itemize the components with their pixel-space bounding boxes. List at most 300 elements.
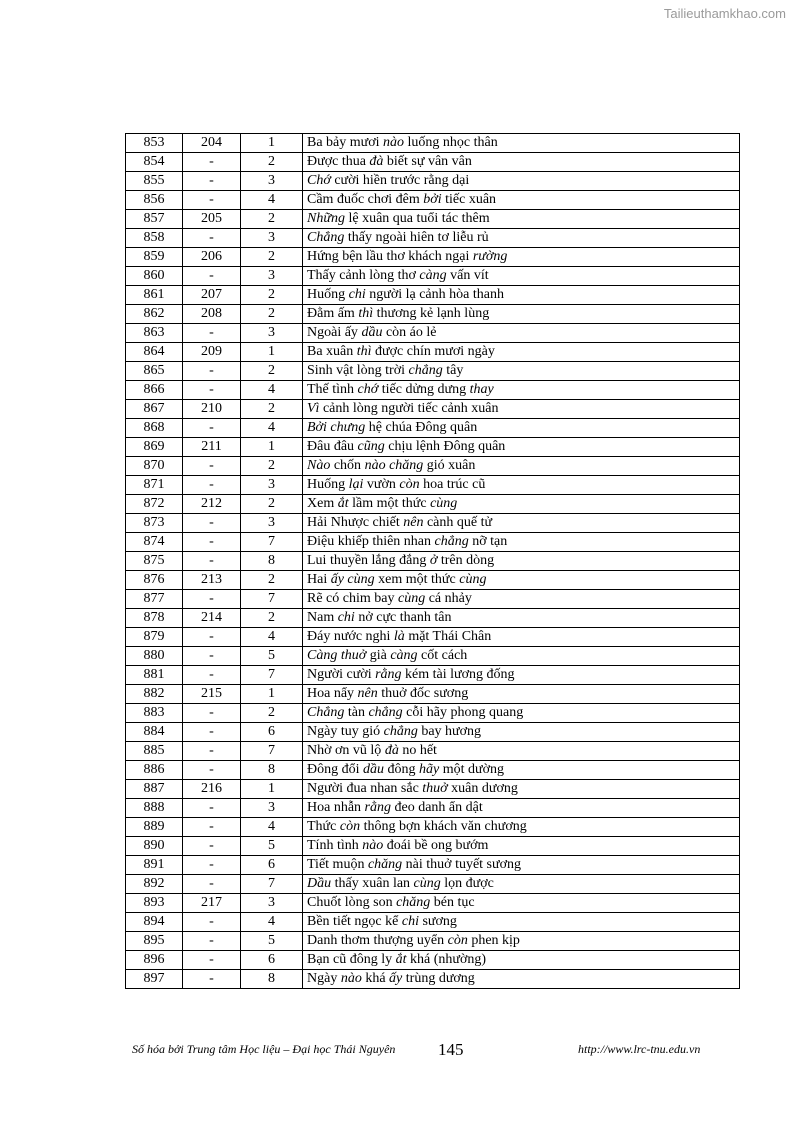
verse-number-cell: 868	[126, 419, 183, 438]
verse-number-cell: 854	[126, 153, 183, 172]
verse-number-cell: 891	[126, 856, 183, 875]
verse-text-cell	[303, 362, 740, 381]
table-row	[126, 837, 740, 856]
verse-text-segment: Ba xuân	[307, 344, 357, 359]
verse-text-segment: Người đua nhan sắc	[307, 781, 423, 796]
verse-text-segment: Thế tình	[307, 382, 358, 397]
table-row	[126, 400, 740, 419]
emphasized-word: đà	[384, 743, 399, 758]
poem-number-cell: 206	[183, 248, 241, 267]
emphasized-word: ắt	[395, 952, 407, 967]
line-index-cell: 7	[241, 666, 303, 685]
verse-text-segment: nỡ tạn	[468, 534, 508, 549]
table-row	[126, 305, 740, 324]
table-row	[126, 685, 740, 704]
table-row	[126, 324, 740, 343]
emphasized-word: còn	[447, 933, 468, 948]
emphasized-word: nên	[357, 686, 378, 701]
verse-text-cell	[303, 951, 740, 970]
verse-text-cell	[303, 134, 740, 153]
verse-text-cell	[303, 210, 740, 229]
emphasized-word: hãy	[419, 762, 440, 777]
emphasized-word: dầu	[361, 325, 383, 340]
verse-text-cell	[303, 381, 740, 400]
line-index-cell: 3	[241, 172, 303, 191]
poem-number-cell: -	[183, 704, 241, 723]
table-row	[126, 856, 740, 875]
emphasized-word: ấy	[389, 971, 403, 986]
emphasized-word: Càng thuở	[307, 648, 367, 663]
verse-text-cell	[303, 590, 740, 609]
verse-text-cell	[303, 704, 740, 723]
verse-number-cell: 890	[126, 837, 183, 856]
emphasized-word: Vì	[307, 401, 320, 416]
verse-number-cell: 867	[126, 400, 183, 419]
verse-number-cell: 879	[126, 628, 183, 647]
line-index-cell: 2	[241, 609, 303, 628]
verse-text-cell	[303, 267, 740, 286]
verse-text-segment: đoái bề ong bướm	[383, 838, 489, 853]
poem-number-cell: -	[183, 951, 241, 970]
poem-number-cell: -	[183, 970, 241, 989]
table-row	[126, 951, 740, 970]
emphasized-word: chẳng	[434, 534, 469, 549]
watermark: Tailieuthamkhao.com	[663, 6, 786, 21]
verse-text-segment: người lạ cảnh hòa thanh	[365, 287, 504, 302]
verse-text-cell	[303, 837, 740, 856]
emphasized-word: rằng	[364, 800, 391, 815]
emphasized-word: cùng	[413, 876, 441, 891]
verse-text-segment: nài thuở tuyết sương	[402, 857, 522, 872]
poem-number-cell: -	[183, 818, 241, 837]
verse-number-cell: 859	[126, 248, 183, 267]
verse-text-cell	[303, 324, 740, 343]
verse-text-cell	[303, 172, 740, 191]
verse-text-cell	[303, 799, 740, 818]
verse-number-cell: 888	[126, 799, 183, 818]
table-row	[126, 153, 740, 172]
poem-number-cell: -	[183, 913, 241, 932]
poem-number-cell: -	[183, 381, 241, 400]
emphasized-word: nào chăng	[364, 458, 424, 473]
line-index-cell: 3	[241, 894, 303, 913]
verse-text-cell	[303, 229, 740, 248]
verse-number-cell: 886	[126, 761, 183, 780]
verse-number-cell: 887	[126, 780, 183, 799]
verse-text-cell	[303, 419, 740, 438]
verse-number-cell: 875	[126, 552, 183, 571]
verse-number-cell: 865	[126, 362, 183, 381]
line-index-cell: 6	[241, 723, 303, 742]
verse-number-cell: 881	[126, 666, 183, 685]
verse-text-segment: tiếc dửng dưng	[378, 382, 470, 397]
verse-text-segment: thấy xuân lan	[331, 876, 414, 891]
emphasized-word: ở	[429, 553, 438, 568]
table-row	[126, 970, 740, 989]
emphasized-word: cùng	[397, 591, 426, 606]
line-index-cell: 6	[241, 856, 303, 875]
verse-text-cell	[303, 457, 740, 476]
line-index-cell: 2	[241, 305, 303, 324]
verse-text-cell	[303, 666, 740, 685]
verse-number-cell: 877	[126, 590, 183, 609]
verse-text-segment: no hết	[398, 743, 437, 758]
verse-text-segment: Xem	[307, 496, 338, 511]
verse-text-segment: đeo danh ẩn dật	[391, 800, 483, 815]
table-row	[126, 191, 740, 210]
line-index-cell: 4	[241, 628, 303, 647]
line-index-cell: 2	[241, 571, 303, 590]
verse-text-segment: Ngày	[307, 971, 341, 986]
verse-text-segment: bay hương	[417, 724, 482, 739]
verse-text-cell	[303, 647, 740, 666]
verse-text-cell	[303, 153, 740, 172]
emphasized-word: ấy cùng	[330, 572, 375, 587]
verse-text-segment: Tiết muộn	[307, 857, 368, 872]
verse-text-segment: Hai	[307, 572, 331, 587]
verse-number-cell: 889	[126, 818, 183, 837]
verse-number-cell: 872	[126, 495, 183, 514]
poem-number-cell: -	[183, 723, 241, 742]
verse-text-segment: cá nhảy	[425, 591, 472, 606]
verse-text-cell	[303, 400, 740, 419]
verse-text-segment: Lui thuyền lắng đắng	[307, 553, 430, 568]
table-row	[126, 210, 740, 229]
poem-number-cell: -	[183, 533, 241, 552]
verse-text-cell	[303, 970, 740, 989]
verse-text-cell	[303, 780, 740, 799]
poem-number-cell: -	[183, 229, 241, 248]
line-index-cell: 5	[241, 647, 303, 666]
verse-text-segment: chịu lệnh Đông quân	[384, 439, 506, 454]
line-index-cell: 4	[241, 913, 303, 932]
verse-text-cell	[303, 248, 740, 267]
verse-text-cell	[303, 343, 740, 362]
line-index-cell: 2	[241, 704, 303, 723]
poem-number-cell: -	[183, 172, 241, 191]
poem-number-cell: -	[183, 514, 241, 533]
verse-text-segment: Thấy cảnh lòng thơ	[307, 268, 420, 283]
verse-text-cell	[303, 476, 740, 495]
verse-text-segment: đông	[384, 762, 419, 777]
line-index-cell: 8	[241, 761, 303, 780]
verse-text-segment: tây	[442, 363, 464, 378]
verse-number-cell: 869	[126, 438, 183, 457]
line-index-cell: 8	[241, 970, 303, 989]
verse-text-segment: vườn	[363, 477, 400, 492]
emphasized-word: chi	[348, 287, 366, 302]
verse-number-cell: 870	[126, 457, 183, 476]
verse-text-segment: vấn vít	[446, 268, 489, 283]
verse-text-segment: Hứng bện lầu thơ khách ngại	[307, 249, 473, 264]
table-row	[126, 381, 740, 400]
verse-text-segment: khá	[361, 971, 390, 986]
verse-text-cell	[303, 894, 740, 913]
verse-number-cell: 873	[126, 514, 183, 533]
line-index-cell: 1	[241, 685, 303, 704]
verse-number-cell: 894	[126, 913, 183, 932]
poem-number-cell: 213	[183, 571, 241, 590]
emphasized-word: chẳng	[408, 363, 443, 378]
poem-number-cell: -	[183, 628, 241, 647]
line-index-cell: 3	[241, 229, 303, 248]
line-index-cell: 1	[241, 438, 303, 457]
verse-text-segment: Đáy nước nghi	[307, 629, 394, 644]
verse-text-segment: cốt cách	[417, 648, 468, 663]
verse-number-cell: 882	[126, 685, 183, 704]
verse-number-cell: 856	[126, 191, 183, 210]
verse-number-cell: 855	[126, 172, 183, 191]
verse-text-segment: xuân dương	[447, 781, 518, 796]
table-row	[126, 913, 740, 932]
poem-number-cell: -	[183, 476, 241, 495]
verse-text-cell	[303, 742, 740, 761]
verse-text-cell	[303, 818, 740, 837]
emphasized-word: lại	[348, 477, 364, 492]
verse-text-segment: khá (nhường)	[406, 952, 487, 967]
line-index-cell: 2	[241, 210, 303, 229]
table-row	[126, 514, 740, 533]
verse-text-segment: Đông đổi	[307, 762, 363, 777]
line-index-cell: 1	[241, 780, 303, 799]
poem-number-cell: -	[183, 267, 241, 286]
emphasized-word: đà	[369, 154, 384, 169]
poem-number-cell: -	[183, 419, 241, 438]
table-row	[126, 438, 740, 457]
line-index-cell: 7	[241, 533, 303, 552]
verse-text-segment: Rẽ có chim bay	[307, 591, 398, 606]
verse-text-segment: Thức	[307, 819, 340, 834]
emphasized-word: thì	[358, 306, 374, 321]
verse-number-cell: 878	[126, 609, 183, 628]
table-row	[126, 457, 740, 476]
table-row	[126, 723, 740, 742]
poem-number-cell: -	[183, 856, 241, 875]
verse-number-cell: 874	[126, 533, 183, 552]
verse-number-cell: 897	[126, 970, 183, 989]
verse-text-segment: thương kẻ lạnh lùng	[373, 306, 490, 321]
verse-text-segment: cỗi hãy phong quang	[402, 705, 524, 720]
line-index-cell: 3	[241, 324, 303, 343]
emphasized-word: Chẳng	[307, 705, 345, 720]
verse-text-segment: già	[366, 648, 391, 663]
verse-number-cell: 884	[126, 723, 183, 742]
verse-text-segment: Đâu đâu	[307, 439, 358, 454]
footer-url: http://www.lrc-tnu.edu.vn	[578, 1042, 701, 1056]
table-row	[126, 552, 740, 571]
table-row	[126, 571, 740, 590]
table-row	[126, 590, 740, 609]
verse-text-segment: Được thua	[307, 154, 370, 169]
verse-table-body	[126, 134, 740, 989]
poem-number-cell: 204	[183, 134, 241, 153]
verse-text-segment: Sinh vật lòng trời	[307, 363, 409, 378]
line-index-cell: 2	[241, 495, 303, 514]
verse-text-segment: Cầm đuốc chơi đêm	[307, 192, 424, 207]
poem-number-cell: -	[183, 590, 241, 609]
page-number: 145	[438, 1040, 464, 1059]
poem-number-cell: 210	[183, 400, 241, 419]
table-row	[126, 362, 740, 381]
verse-number-cell: 853	[126, 134, 183, 153]
emphasized-word: ắt	[337, 496, 349, 511]
table-row	[126, 343, 740, 362]
verse-text-segment: còn áo lẻ	[382, 325, 437, 340]
table-row	[126, 229, 740, 248]
verse-text-cell	[303, 305, 740, 324]
table-row	[126, 742, 740, 761]
poem-number-cell: -	[183, 457, 241, 476]
table-row	[126, 704, 740, 723]
line-index-cell: 4	[241, 818, 303, 837]
verse-number-cell: 858	[126, 229, 183, 248]
verse-table	[125, 133, 740, 989]
verse-text-segment: kém tài lương đống	[401, 667, 515, 682]
line-index-cell: 4	[241, 381, 303, 400]
table-row	[126, 172, 740, 191]
emphasized-word: Bởi chưng	[307, 420, 366, 435]
verse-text-segment: Tính tình	[307, 838, 363, 853]
verse-text-cell	[303, 685, 740, 704]
verse-text-segment: Bạn cũ đông ly	[307, 952, 396, 967]
table-row	[126, 476, 740, 495]
verse-number-cell: 895	[126, 932, 183, 951]
poem-number-cell: 215	[183, 685, 241, 704]
emphasized-word: chi	[401, 914, 419, 929]
verse-text-segment: xem một thức	[374, 572, 460, 587]
emphasized-word: cùng	[430, 496, 458, 511]
table-row	[126, 248, 740, 267]
verse-text-cell	[303, 761, 740, 780]
line-index-cell: 1	[241, 343, 303, 362]
verse-text-segment: bén tục	[430, 895, 475, 910]
verse-text-segment: Huống	[307, 287, 349, 302]
line-index-cell: 4	[241, 191, 303, 210]
verse-text-segment: thấy ngoài hiên tơ liễu rủ	[344, 230, 489, 245]
verse-number-cell: 860	[126, 267, 183, 286]
emphasized-word: rường	[472, 249, 508, 264]
emphasized-word: thì	[356, 344, 372, 359]
emphasized-word: chớ	[357, 382, 379, 397]
emphasized-word: càng	[390, 648, 418, 663]
verse-text-segment: luống nhọc thân	[404, 135, 498, 150]
table-row	[126, 761, 740, 780]
line-index-cell: 2	[241, 286, 303, 305]
table-row	[126, 818, 740, 837]
verse-text-segment: Nam	[307, 610, 338, 625]
page-footer	[0, 1040, 794, 1064]
verse-number-cell: 896	[126, 951, 183, 970]
verse-text-segment: Hoa nhẫn	[307, 800, 365, 815]
verse-text-cell	[303, 628, 740, 647]
verse-number-cell: 883	[126, 704, 183, 723]
verse-text-segment: một dường	[439, 762, 504, 777]
line-index-cell: 1	[241, 134, 303, 153]
line-index-cell: 2	[241, 457, 303, 476]
table-row	[126, 894, 740, 913]
emphasized-word: bởi	[423, 192, 442, 207]
line-index-cell: 7	[241, 875, 303, 894]
line-index-cell: 3	[241, 799, 303, 818]
verse-text-segment: Nhờ ơn vũ lộ	[307, 743, 385, 758]
emphasized-word: nào	[362, 838, 384, 853]
table-row	[126, 799, 740, 818]
verse-text-segment: gió xuân	[423, 458, 476, 473]
table-row	[126, 932, 740, 951]
line-index-cell: 4	[241, 419, 303, 438]
table-row	[126, 134, 740, 153]
verse-text-segment: biết sự vân vân	[383, 154, 472, 169]
verse-text-segment: Điệu khiếp thiên nhan	[307, 534, 435, 549]
emphasized-word: là	[393, 629, 405, 644]
emphasized-word: còn	[399, 477, 420, 492]
table-row	[126, 666, 740, 685]
line-index-cell: 3	[241, 267, 303, 286]
poem-number-cell: 212	[183, 495, 241, 514]
poem-number-cell: -	[183, 666, 241, 685]
verse-text-segment: trùng dương	[402, 971, 475, 986]
verse-number-cell: 871	[126, 476, 183, 495]
verse-text-segment: thông bợn khách văn chương	[360, 819, 527, 834]
poem-number-cell: -	[183, 153, 241, 172]
table-row	[126, 286, 740, 305]
verse-number-cell: 864	[126, 343, 183, 362]
emphasized-word: chăng	[396, 895, 431, 910]
line-index-cell: 6	[241, 951, 303, 970]
verse-number-cell: 863	[126, 324, 183, 343]
emphasized-word: Dầu	[307, 876, 332, 891]
verse-text-cell	[303, 856, 740, 875]
verse-text-segment: Ngày tuy gió	[307, 724, 384, 739]
line-index-cell: 2	[241, 248, 303, 267]
poem-number-cell: -	[183, 324, 241, 343]
verse-text-segment: trên dòng	[437, 553, 495, 568]
poem-number-cell: 208	[183, 305, 241, 324]
verse-text-cell	[303, 191, 740, 210]
verse-number-cell: 857	[126, 210, 183, 229]
table-row	[126, 267, 740, 286]
table-row	[126, 647, 740, 666]
poem-number-cell: -	[183, 875, 241, 894]
verse-text-segment: lệ xuân qua tuổi tác thêm	[344, 211, 490, 226]
table-row	[126, 780, 740, 799]
emphasized-word: nên	[403, 515, 424, 530]
verse-text-segment: nở cực thanh tân	[354, 610, 452, 625]
emphasized-word: còn	[339, 819, 361, 834]
verse-text-segment: lầm một thức	[348, 496, 431, 511]
verse-text-segment: hệ chúa Đông quân	[365, 420, 478, 435]
poem-number-cell: -	[183, 191, 241, 210]
verse-text-segment: mặt Thái Chân	[404, 629, 492, 644]
verse-text-segment: phen kịp	[467, 933, 520, 948]
emphasized-word: thay	[469, 382, 494, 397]
verse-text-segment: Người cười	[307, 667, 376, 682]
verse-text-segment: Ba bảy mươi	[307, 135, 384, 150]
poem-number-cell: 205	[183, 210, 241, 229]
verse-text-cell	[303, 552, 740, 571]
verse-number-cell: 862	[126, 305, 183, 324]
verse-number-cell: 885	[126, 742, 183, 761]
table-row	[126, 419, 740, 438]
verse-text-segment: tàn	[344, 705, 369, 720]
emphasized-word: dầu	[363, 762, 384, 777]
verse-text-segment: được chín mươi ngày	[371, 344, 495, 359]
verse-text-segment: chốn	[330, 458, 365, 473]
emphasized-word: cùng	[459, 572, 487, 587]
verse-text-segment: thuở đốc sương	[377, 686, 469, 701]
poem-number-cell: -	[183, 799, 241, 818]
emphasized-word: chi	[337, 610, 355, 625]
